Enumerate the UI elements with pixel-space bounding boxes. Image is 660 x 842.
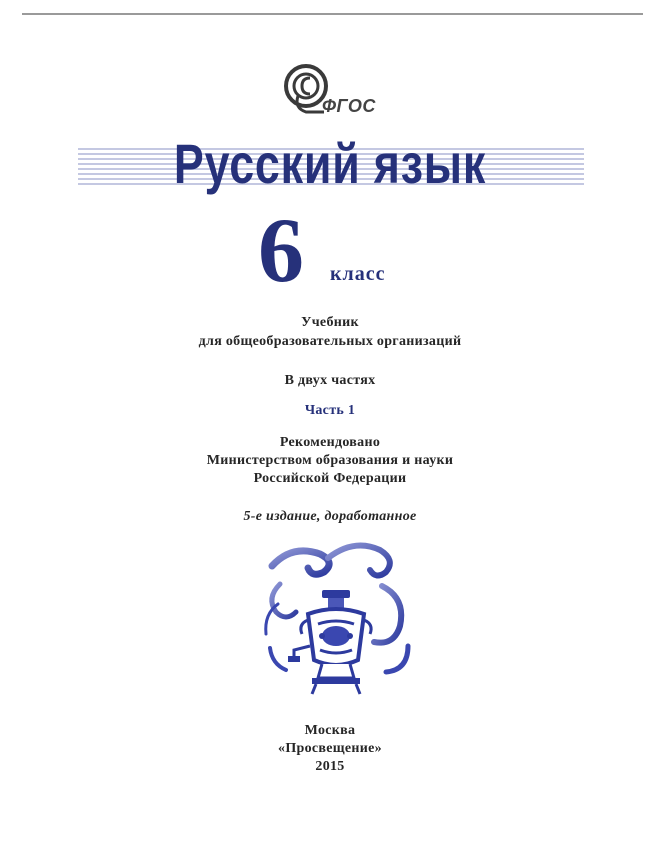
book-type-line2: для общеобразовательных организаций <box>198 334 462 349</box>
edition: 5-е издание, доработанное <box>243 509 417 524</box>
grade-word: класс <box>330 263 386 285</box>
approval-line3: Российской Федерации <box>253 471 407 486</box>
imprint-publisher: «Просвещение» <box>278 741 382 756</box>
imprint-city: Москва <box>304 723 356 738</box>
top-rule <box>22 13 643 15</box>
grade-number: 6 <box>258 199 304 301</box>
imprint-year: 2015 <box>315 759 345 774</box>
approval-line2: Министерством образования и науки <box>206 453 454 468</box>
fgos-logo <box>284 64 384 126</box>
fgos-logo-text: ФГОС <box>322 96 376 116</box>
approval-line1: Рекомендовано <box>279 435 381 450</box>
book-type-line1: Учебник <box>301 315 359 330</box>
book-title: Русский язык <box>173 132 487 195</box>
samovar-icon <box>262 538 412 706</box>
parts-count: В двух частях <box>284 373 376 388</box>
gzhel-samovar-illustration <box>262 538 412 706</box>
part-number: Часть 1 <box>304 403 356 418</box>
